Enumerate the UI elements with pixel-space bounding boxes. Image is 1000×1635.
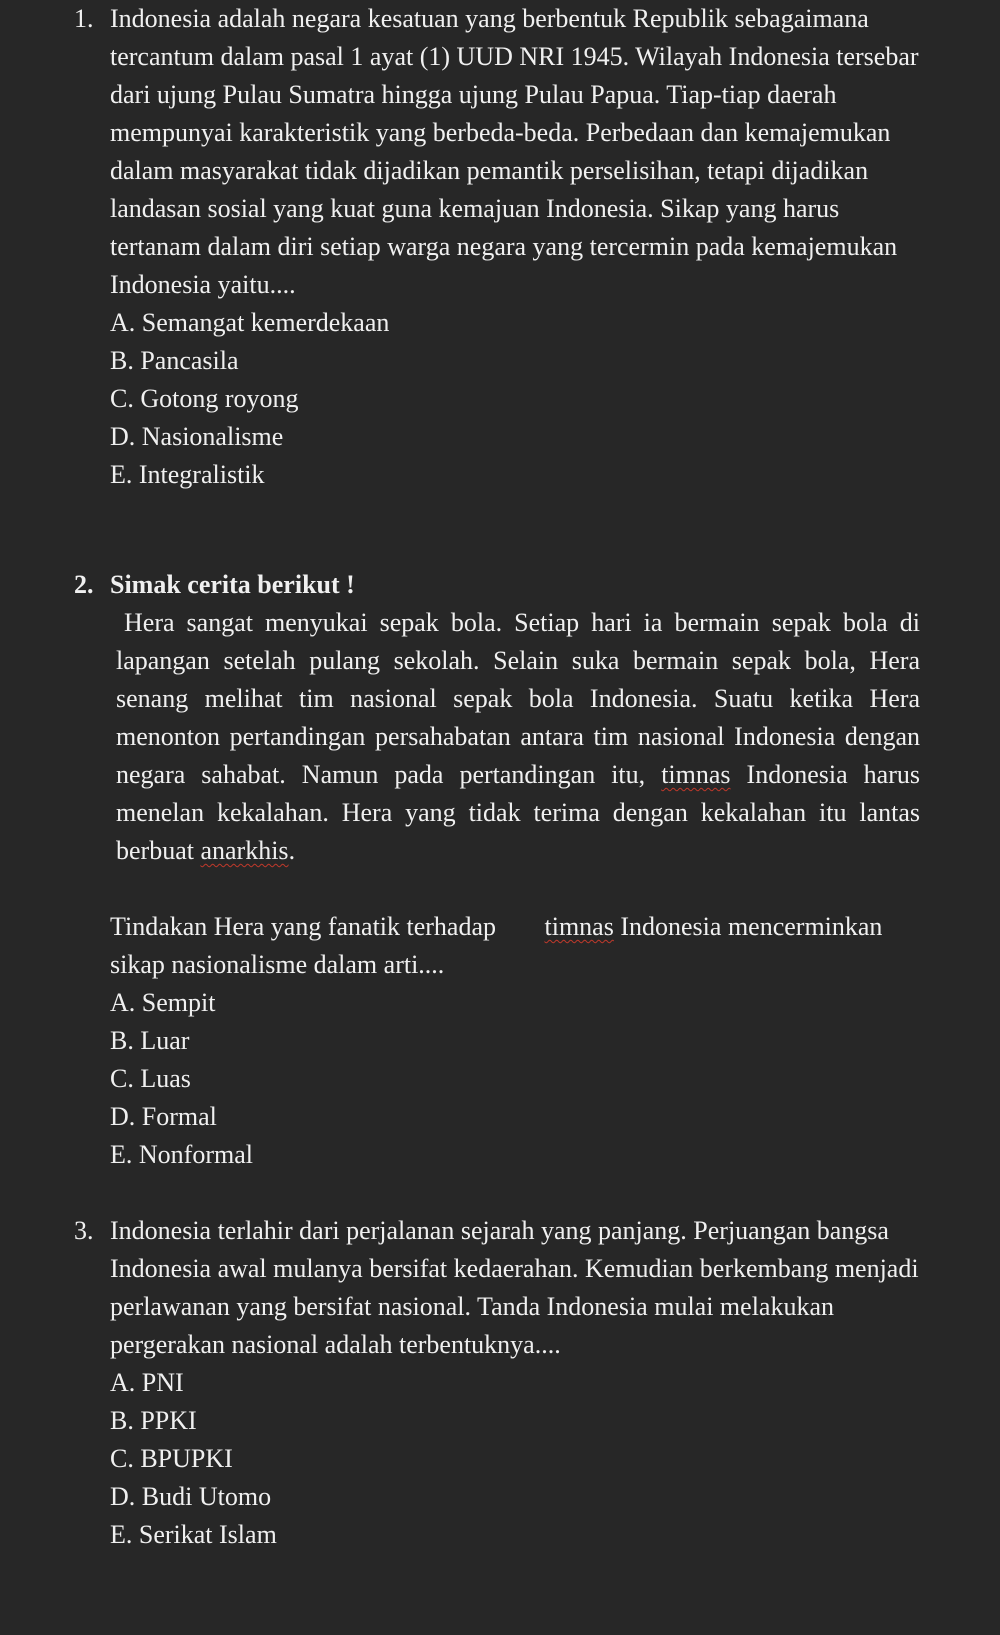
story-word-timnas: timnas [661, 760, 731, 789]
question-3-body: Indonesia terlahir dari perjalanan sejarah yang panjang. Perjuangan bangsa Indonesia awal mulanya bersifat kedaerahan. Kemudian berkembang menjadi perlawanan yang bersifat nasional. Tanda Indonesia mulai melakukan pergerakan nasional adalah terbentuknya.... [110, 1216, 919, 1359]
question-1 [74, 0, 924, 494]
question-2-prompt-part-1: Tindakan Hera yang fanatik terhadap [110, 912, 503, 941]
question-3-option-e[interactable]: E. Serikat Islam [110, 1520, 277, 1549]
question-2-option-c[interactable]: C. Luas [110, 1064, 191, 1093]
question-2-prompt-part-2: Indonesia mencerminkan sikap nasionalisme dalam arti.... [110, 912, 883, 979]
question-2-option-e[interactable]: E. Nonformal [110, 1140, 253, 1169]
question-2 [74, 566, 924, 1174]
question-3-option-d[interactable]: D. Budi Utomo [110, 1482, 272, 1511]
question-1-option-b[interactable]: B. Pancasila [110, 346, 239, 375]
question-3-options [74, 1364, 924, 1554]
question-1-option-c[interactable]: C. Gotong royong [110, 384, 299, 413]
question-3 [74, 1212, 924, 1554]
question-2-prompt [110, 908, 924, 984]
question-2-number: 2. [74, 570, 94, 599]
question-1-number: 1. [74, 4, 94, 33]
story-word-anarkhis: anarkhis [200, 836, 289, 865]
question-1-body: Indonesia adalah negara kesatuan yang berbentuk Republik sebagaimana tercantum dalam pasal 1 ayat (1) UUD NRI 1945. Wilayah Indonesia tersebar dari ujung Pulau Sumatra hingga ujung Pulau Papua. Tiap-tiap daerah mempunyai karakteristik yang berbeda-beda. Perbedaan dan kemajemukan dalam masyarakat tidak dijadikan pemantik perselisihan, tetapi dijadikan landasan sosial yang kuat guna kemajuan Indonesia. Sikap yang harus tertanam dalam diri setiap warga negara yang tercermin pada kemajemukan Indonesia yaitu.... [110, 4, 919, 299]
question-2-options [74, 984, 924, 1174]
question-3-option-c[interactable]: C. BPUPKI [110, 1444, 233, 1473]
question-1-option-d[interactable]: D. Nasionalisme [110, 422, 284, 451]
story-part-1: Hera sangat menyukai sepak bola. Setiap hari ia bermain sepak bola di lapangan setelah pulang sekolah. Selain suka bermain sepak bola, Hera senang melihat tim nasional sepak bola Indonesia. Suatu ketika Hera menonton pertandingan persahabatan antara tim nasional Indonesia dengan negara sahabat. Namun pada pertandingan itu, [116, 608, 920, 789]
story-part-3: . [288, 836, 296, 865]
question-3-option-b[interactable]: B. PPKI [110, 1406, 197, 1435]
question-2-story [116, 604, 920, 870]
question-2-option-b[interactable]: B. Luar [110, 1026, 190, 1055]
question-1-text [74, 0, 924, 304]
question-3-option-a[interactable]: A. PNI [110, 1368, 184, 1397]
question-2-option-a[interactable]: A. Sempit [110, 988, 216, 1017]
question-1-options [74, 304, 924, 494]
question-1-option-a[interactable]: A. Semangat kemerdekaan [110, 308, 390, 337]
question-1-option-e[interactable]: E. Integralistik [110, 460, 265, 489]
question-2-prompt-word-timnas: timnas [544, 912, 614, 941]
question-2-heading [74, 566, 924, 604]
question-3-text [74, 1212, 924, 1364]
question-2-option-d[interactable]: D. Formal [110, 1102, 217, 1131]
question-2-heading-text: Simak cerita berikut ! [110, 570, 355, 599]
question-3-number: 3. [74, 1216, 94, 1245]
story-part-2: Indonesia harus menelan kekalahan. Hera yang tidak terima dengan kekalahan itu lantas berbuat [116, 760, 920, 865]
